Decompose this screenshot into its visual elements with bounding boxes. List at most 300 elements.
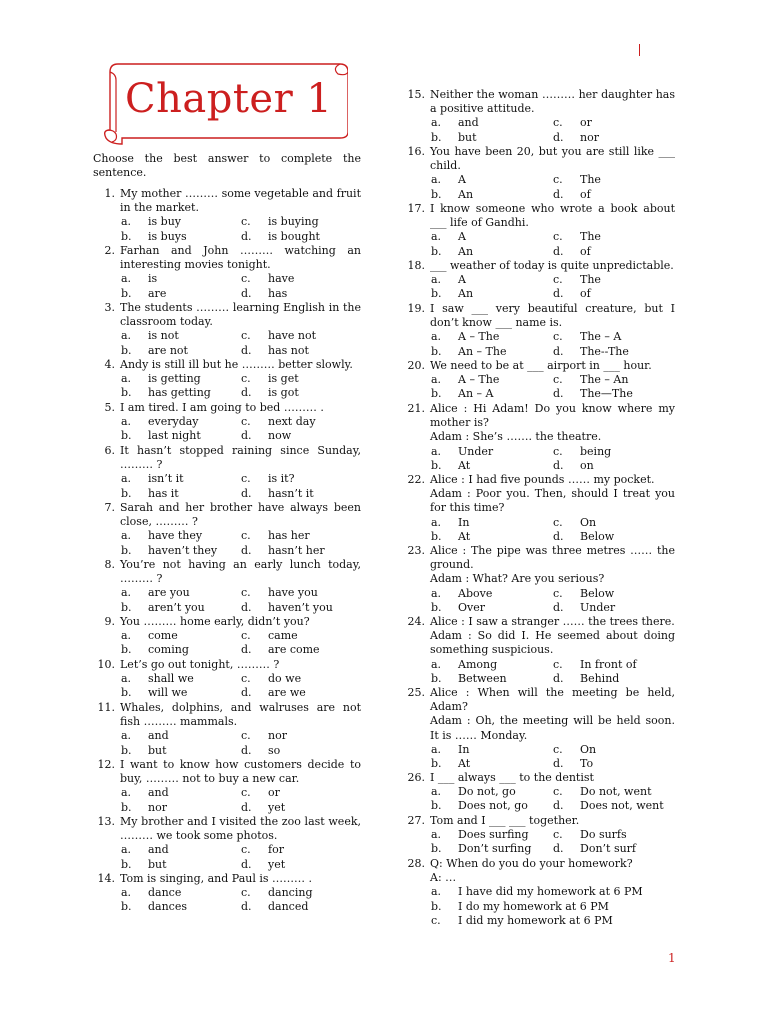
answer-option: [121, 472, 241, 486]
option-text: yet: [268, 800, 286, 814]
answer-option: [431, 173, 553, 187]
answer-option: [121, 900, 241, 914]
answer-options: [93, 472, 361, 500]
option-letter: d.: [553, 244, 564, 258]
option-text: Above: [458, 586, 493, 600]
option-letter: a.: [121, 215, 132, 229]
question-number: 22.: [407, 473, 425, 486]
option-text: or: [580, 116, 592, 130]
answer-option: [121, 686, 241, 700]
option-letter: c.: [553, 828, 563, 842]
question-text: I am tired. I am going to bed ……… .: [120, 401, 324, 414]
option-letter: b.: [121, 800, 132, 814]
answer-option: [431, 131, 553, 145]
answer-options: [93, 415, 361, 443]
option-text: dancing: [268, 886, 313, 900]
question-number: 10.: [97, 658, 115, 671]
option-text: of: [580, 244, 591, 258]
option-text: A: [458, 273, 466, 287]
question-number: 19.: [407, 302, 425, 315]
dialogue-text: Adam : Oh, the meeting will be held soon. It is …… Monday.: [430, 714, 675, 742]
question-row: [93, 758, 361, 786]
answer-option: [553, 373, 675, 387]
option-text: Does not, go: [458, 799, 528, 813]
option-letter: a.: [121, 415, 132, 429]
option-text: on: [580, 458, 594, 472]
question-number: 4.: [104, 358, 115, 371]
option-text: but: [148, 743, 167, 757]
option-text: are: [148, 286, 167, 300]
option-letter: a.: [121, 729, 132, 743]
option-text: is buys: [148, 229, 187, 243]
option-letter: c.: [241, 529, 251, 543]
question-text: It hasn’t stopped raining since Sunday, ……… ?: [120, 444, 361, 472]
option-text: The—The: [580, 387, 633, 401]
option-letter: d.: [241, 543, 252, 557]
answer-option: [431, 387, 553, 401]
option-text: being: [580, 444, 612, 458]
option-letter: a.: [431, 173, 442, 187]
option-text: is not: [148, 329, 179, 343]
question-text: You have been 20, but you are still like ___ child.: [430, 145, 675, 173]
question-row: [93, 358, 361, 372]
answer-option: [553, 131, 675, 145]
option-text: In: [458, 515, 470, 529]
answer-option: [553, 287, 675, 301]
dialogue-text: Adam : She’s ……. the theatre.: [430, 430, 602, 444]
option-letter: d.: [241, 857, 252, 871]
option-letter: b.: [121, 857, 132, 871]
question-row: [403, 145, 675, 173]
option-text: and: [148, 786, 169, 800]
option-text: A: [458, 230, 466, 244]
answer-option: [121, 429, 241, 443]
option-text: Do not, go: [458, 785, 516, 799]
question-row: [403, 402, 675, 430]
option-text: aren’t you: [148, 600, 205, 614]
option-text: Between: [458, 671, 507, 685]
answer-options: [403, 273, 675, 301]
option-letter: a.: [431, 885, 442, 899]
option-text: The – A: [580, 330, 622, 344]
option-text: have you: [268, 586, 318, 600]
answer-option: [241, 586, 361, 600]
option-letter: c.: [241, 472, 251, 486]
option-letter: d.: [241, 429, 252, 443]
answer-option: [241, 386, 361, 400]
answer-option: [553, 345, 675, 359]
answer-option: [553, 116, 675, 130]
option-text: are you: [148, 586, 190, 600]
question-item: [403, 202, 675, 259]
question-text: ___ weather of today is quite unpredictable.: [430, 259, 674, 272]
option-letter: a.: [121, 529, 132, 543]
answer-options: [403, 230, 675, 258]
answer-option: [553, 459, 675, 473]
option-text: so: [268, 743, 281, 757]
option-text: At: [458, 529, 471, 543]
option-letter: a.: [431, 330, 442, 344]
dialogue-text: Adam : What? Are you serious?: [430, 572, 605, 586]
question-text: I know someone who wrote a book about ___ life of Gandhi.: [430, 202, 675, 230]
question-row: [403, 88, 675, 116]
option-letter: c.: [241, 215, 251, 229]
answer-option: [431, 842, 553, 856]
question-row: [93, 301, 361, 329]
option-text: The: [580, 230, 601, 244]
option-letter: c.: [431, 913, 441, 927]
option-letter: a.: [121, 272, 132, 286]
question-number: 28.: [407, 857, 425, 870]
question-item: [403, 259, 675, 302]
question-text: Alice : I saw a stranger …… the trees there.: [430, 615, 675, 628]
answer-option: [121, 272, 241, 286]
question-text: Alice : I had five pounds …… my pocket.: [430, 473, 655, 486]
option-text: has it: [148, 486, 179, 500]
question-row: [93, 244, 361, 272]
dialogue-line: [403, 629, 675, 657]
option-letter: b.: [121, 643, 132, 657]
question-number: 24.: [407, 615, 425, 628]
answer-option: [241, 744, 361, 758]
option-letter: a.: [121, 672, 132, 686]
option-letter: d.: [241, 229, 252, 243]
question-row: [403, 473, 675, 487]
question-item: [93, 701, 361, 758]
answer-option: [431, 459, 553, 473]
question-item: [93, 758, 361, 815]
option-letter: b.: [121, 900, 132, 914]
option-text: is: [148, 272, 158, 286]
question-item: [403, 615, 675, 686]
answer-options: [403, 516, 675, 544]
answer-option: [431, 245, 553, 259]
option-letter: a.: [121, 372, 132, 386]
question-item: [403, 544, 675, 615]
option-letter: c.: [241, 272, 251, 286]
option-text: An – The: [458, 344, 507, 358]
answer-option: [553, 842, 675, 856]
question-item: [93, 615, 361, 658]
option-letter: d.: [553, 458, 564, 472]
question-row: [93, 444, 361, 472]
option-text: The: [580, 273, 601, 287]
answer-option: [553, 658, 675, 672]
answer-options: [403, 373, 675, 401]
instructions: Choose the best answer to complete the sentence.: [93, 152, 361, 180]
question-item: [403, 88, 675, 145]
answer-option: [431, 330, 553, 344]
question-text: The students ……… learning English in the classroom today.: [120, 301, 361, 329]
question-text: I saw ___ very beautiful creature, but I don’t know ___ name is.: [430, 302, 675, 330]
option-letter: b.: [121, 486, 132, 500]
question-row: [93, 558, 361, 586]
answer-option: [121, 629, 241, 643]
answer-option: [241, 544, 361, 558]
answer-options: [403, 173, 675, 201]
question-row: [93, 815, 361, 843]
question-row: [93, 872, 361, 886]
option-text: nor: [268, 729, 287, 743]
question-item: [403, 302, 675, 359]
answer-option: [241, 601, 361, 615]
option-letter: b.: [431, 458, 442, 472]
dialogue-line: [403, 871, 675, 885]
option-text: come: [148, 629, 178, 643]
option-text: Under: [458, 444, 494, 458]
question-item: [93, 401, 361, 444]
answer-option: [431, 516, 553, 530]
option-letter: a.: [431, 586, 442, 600]
answer-option: [431, 672, 553, 686]
dialogue-text: Adam : So did I. He seemed about doing something suspicious.: [430, 629, 675, 657]
answer-option: [553, 330, 675, 344]
option-text: On: [580, 742, 597, 756]
answer-options: [403, 743, 675, 771]
question-row: [403, 615, 675, 629]
option-text: has: [268, 286, 288, 300]
option-letter: d.: [241, 386, 252, 400]
option-text: and: [148, 843, 169, 857]
option-letter: a.: [431, 515, 442, 529]
option-text: have they: [148, 529, 203, 543]
option-text: Does not, went: [580, 799, 664, 813]
answer-options: [403, 885, 675, 928]
question-text: Alice : Hi Adam! Do you know where my mother is?: [430, 402, 675, 430]
option-text: haven’t they: [148, 543, 218, 557]
option-letter: d.: [241, 800, 252, 814]
answer-options: [93, 786, 361, 814]
option-text: is got: [268, 386, 299, 400]
answer-option: [431, 785, 553, 799]
option-text: Don’t surf: [580, 842, 636, 856]
option-letter: a.: [431, 785, 442, 799]
option-letter: a.: [121, 786, 132, 800]
question-row: [403, 686, 675, 714]
option-text: has her: [268, 529, 310, 543]
option-letter: c.: [241, 843, 251, 857]
option-letter: d.: [241, 900, 252, 914]
question-number: 1.: [104, 187, 115, 200]
option-letter: c.: [241, 729, 251, 743]
question-number: 12.: [97, 758, 115, 771]
answer-option: [241, 729, 361, 743]
option-letter: c.: [241, 786, 251, 800]
option-text: The: [580, 173, 601, 187]
option-letter: a.: [431, 373, 442, 387]
answer-options: [403, 828, 675, 856]
answer-options: [93, 843, 361, 871]
dialogue-line: [403, 714, 675, 742]
option-letter: b.: [431, 671, 442, 685]
option-letter: a.: [431, 742, 442, 756]
answer-option: [241, 429, 361, 443]
option-letter: c.: [241, 586, 251, 600]
answer-options: [403, 587, 675, 615]
dialogue-line: [403, 487, 675, 515]
question-number: 21.: [407, 402, 425, 415]
question-text: You ……… home early, didn’t you?: [120, 615, 310, 628]
option-letter: c.: [241, 886, 251, 900]
answer-option: [431, 885, 675, 899]
option-letter: a.: [431, 116, 442, 130]
answer-option: [241, 801, 361, 815]
answer-option: [241, 886, 361, 900]
option-letter: a.: [431, 444, 442, 458]
option-text: The--The: [580, 344, 629, 358]
option-text: shall we: [148, 672, 194, 686]
option-text: hasn’t her: [268, 543, 325, 557]
answer-option: [431, 230, 553, 244]
option-text: danced: [268, 900, 309, 914]
question-text: We need to be at ___ airport in ___ hour.: [430, 359, 652, 372]
question-text: I ___ always ___ to the dentist: [430, 771, 594, 784]
answer-option: [121, 329, 241, 343]
answer-options: [93, 372, 361, 400]
option-letter: d.: [241, 643, 252, 657]
option-text: is getting: [148, 372, 201, 386]
option-text: In: [458, 742, 470, 756]
option-text: is bought: [268, 229, 320, 243]
option-letter: d.: [241, 686, 252, 700]
answer-option: [241, 472, 361, 486]
option-letter: b.: [121, 343, 132, 357]
option-text: are not: [148, 343, 188, 357]
option-letter: c.: [553, 330, 563, 344]
option-text: is buy: [148, 215, 181, 229]
option-text: nor: [148, 800, 167, 814]
option-text: To: [580, 757, 594, 771]
option-text: A: [458, 173, 466, 187]
option-letter: c.: [553, 515, 563, 529]
question-text: Tom and I ___ ___ together.: [430, 814, 580, 827]
option-letter: c.: [553, 173, 563, 187]
option-letter: b.: [431, 842, 442, 856]
option-letter: c.: [553, 444, 563, 458]
option-letter: c.: [553, 586, 563, 600]
answer-option: [121, 858, 241, 872]
answer-options: [403, 445, 675, 473]
answer-options: [403, 785, 675, 813]
answer-options: [93, 886, 361, 914]
answer-option: [241, 529, 361, 543]
option-text: The – An: [580, 373, 629, 387]
question-item: [93, 501, 361, 558]
option-letter: b.: [121, 386, 132, 400]
answer-option: [431, 757, 553, 771]
option-text: and: [148, 729, 169, 743]
question-number: 9.: [104, 615, 115, 628]
answer-options: [93, 629, 361, 657]
option-letter: d.: [241, 743, 252, 757]
dialogue-text: Adam : Poor you. Then, should I treat you for this time?: [430, 487, 675, 515]
question-number: 23.: [407, 544, 425, 557]
answer-option: [121, 372, 241, 386]
question-item: [403, 359, 675, 402]
answer-option: [241, 372, 361, 386]
option-letter: c.: [553, 657, 563, 671]
option-text: Among: [458, 657, 498, 671]
answer-option: [553, 757, 675, 771]
option-text: In front of: [580, 657, 637, 671]
answer-option: [431, 601, 553, 615]
option-text: has getting: [148, 386, 211, 400]
option-letter: b.: [431, 287, 442, 301]
option-letter: c.: [553, 742, 563, 756]
option-letter: b.: [121, 286, 132, 300]
question-item: [93, 358, 361, 401]
option-letter: c.: [553, 116, 563, 130]
option-letter: b.: [431, 187, 442, 201]
answer-option: [553, 516, 675, 530]
answer-option: [241, 230, 361, 244]
option-letter: a.: [431, 230, 442, 244]
option-letter: d.: [241, 486, 252, 500]
option-letter: b.: [121, 229, 132, 243]
answer-option: [121, 215, 241, 229]
answer-option: [121, 386, 241, 400]
option-text: but: [458, 130, 477, 144]
answer-option: [121, 287, 241, 301]
question-text: Sarah and her brother have always been close, ……… ?: [120, 501, 361, 529]
option-letter: a.: [121, 629, 132, 643]
option-letter: c.: [241, 672, 251, 686]
question-item: [93, 187, 361, 244]
option-text: I did my homework at 6 PM: [458, 913, 613, 927]
option-letter: a.: [121, 886, 132, 900]
option-text: have: [268, 272, 295, 286]
question-item: [93, 558, 361, 615]
option-letter: b.: [431, 799, 442, 813]
answer-option: [431, 914, 675, 928]
question-number: 25.: [407, 686, 425, 699]
question-row: [403, 857, 675, 871]
answer-option: [431, 530, 553, 544]
question-item: [403, 857, 675, 928]
question-item: [403, 145, 675, 202]
option-letter: d.: [553, 671, 564, 685]
option-letter: b.: [121, 429, 132, 443]
answer-option: [121, 544, 241, 558]
option-text: At: [458, 757, 471, 771]
question-item: [93, 244, 361, 301]
answer-option: [241, 329, 361, 343]
question-item: [403, 473, 675, 544]
answer-option: [241, 672, 361, 686]
answer-options: [93, 586, 361, 614]
answer-option: [121, 601, 241, 615]
answer-options: [403, 658, 675, 686]
option-text: are we: [268, 686, 306, 700]
answer-option: [553, 601, 675, 615]
option-letter: c.: [241, 629, 251, 643]
option-text: At: [458, 458, 471, 472]
question-text: Whales, dolphins, and walruses are not fish ……… mammals.: [120, 701, 361, 729]
answer-option: [553, 530, 675, 544]
question-number: 2.: [104, 244, 115, 257]
option-letter: c.: [553, 373, 563, 387]
answer-options: [93, 329, 361, 357]
answer-option: [121, 672, 241, 686]
answer-option: [241, 344, 361, 358]
answer-option: [241, 272, 361, 286]
question-number: 14.: [97, 872, 115, 885]
answer-option: [431, 273, 553, 287]
option-letter: a.: [121, 586, 132, 600]
question-number: 20.: [407, 359, 425, 372]
question-item: [93, 815, 361, 872]
option-letter: b.: [121, 686, 132, 700]
